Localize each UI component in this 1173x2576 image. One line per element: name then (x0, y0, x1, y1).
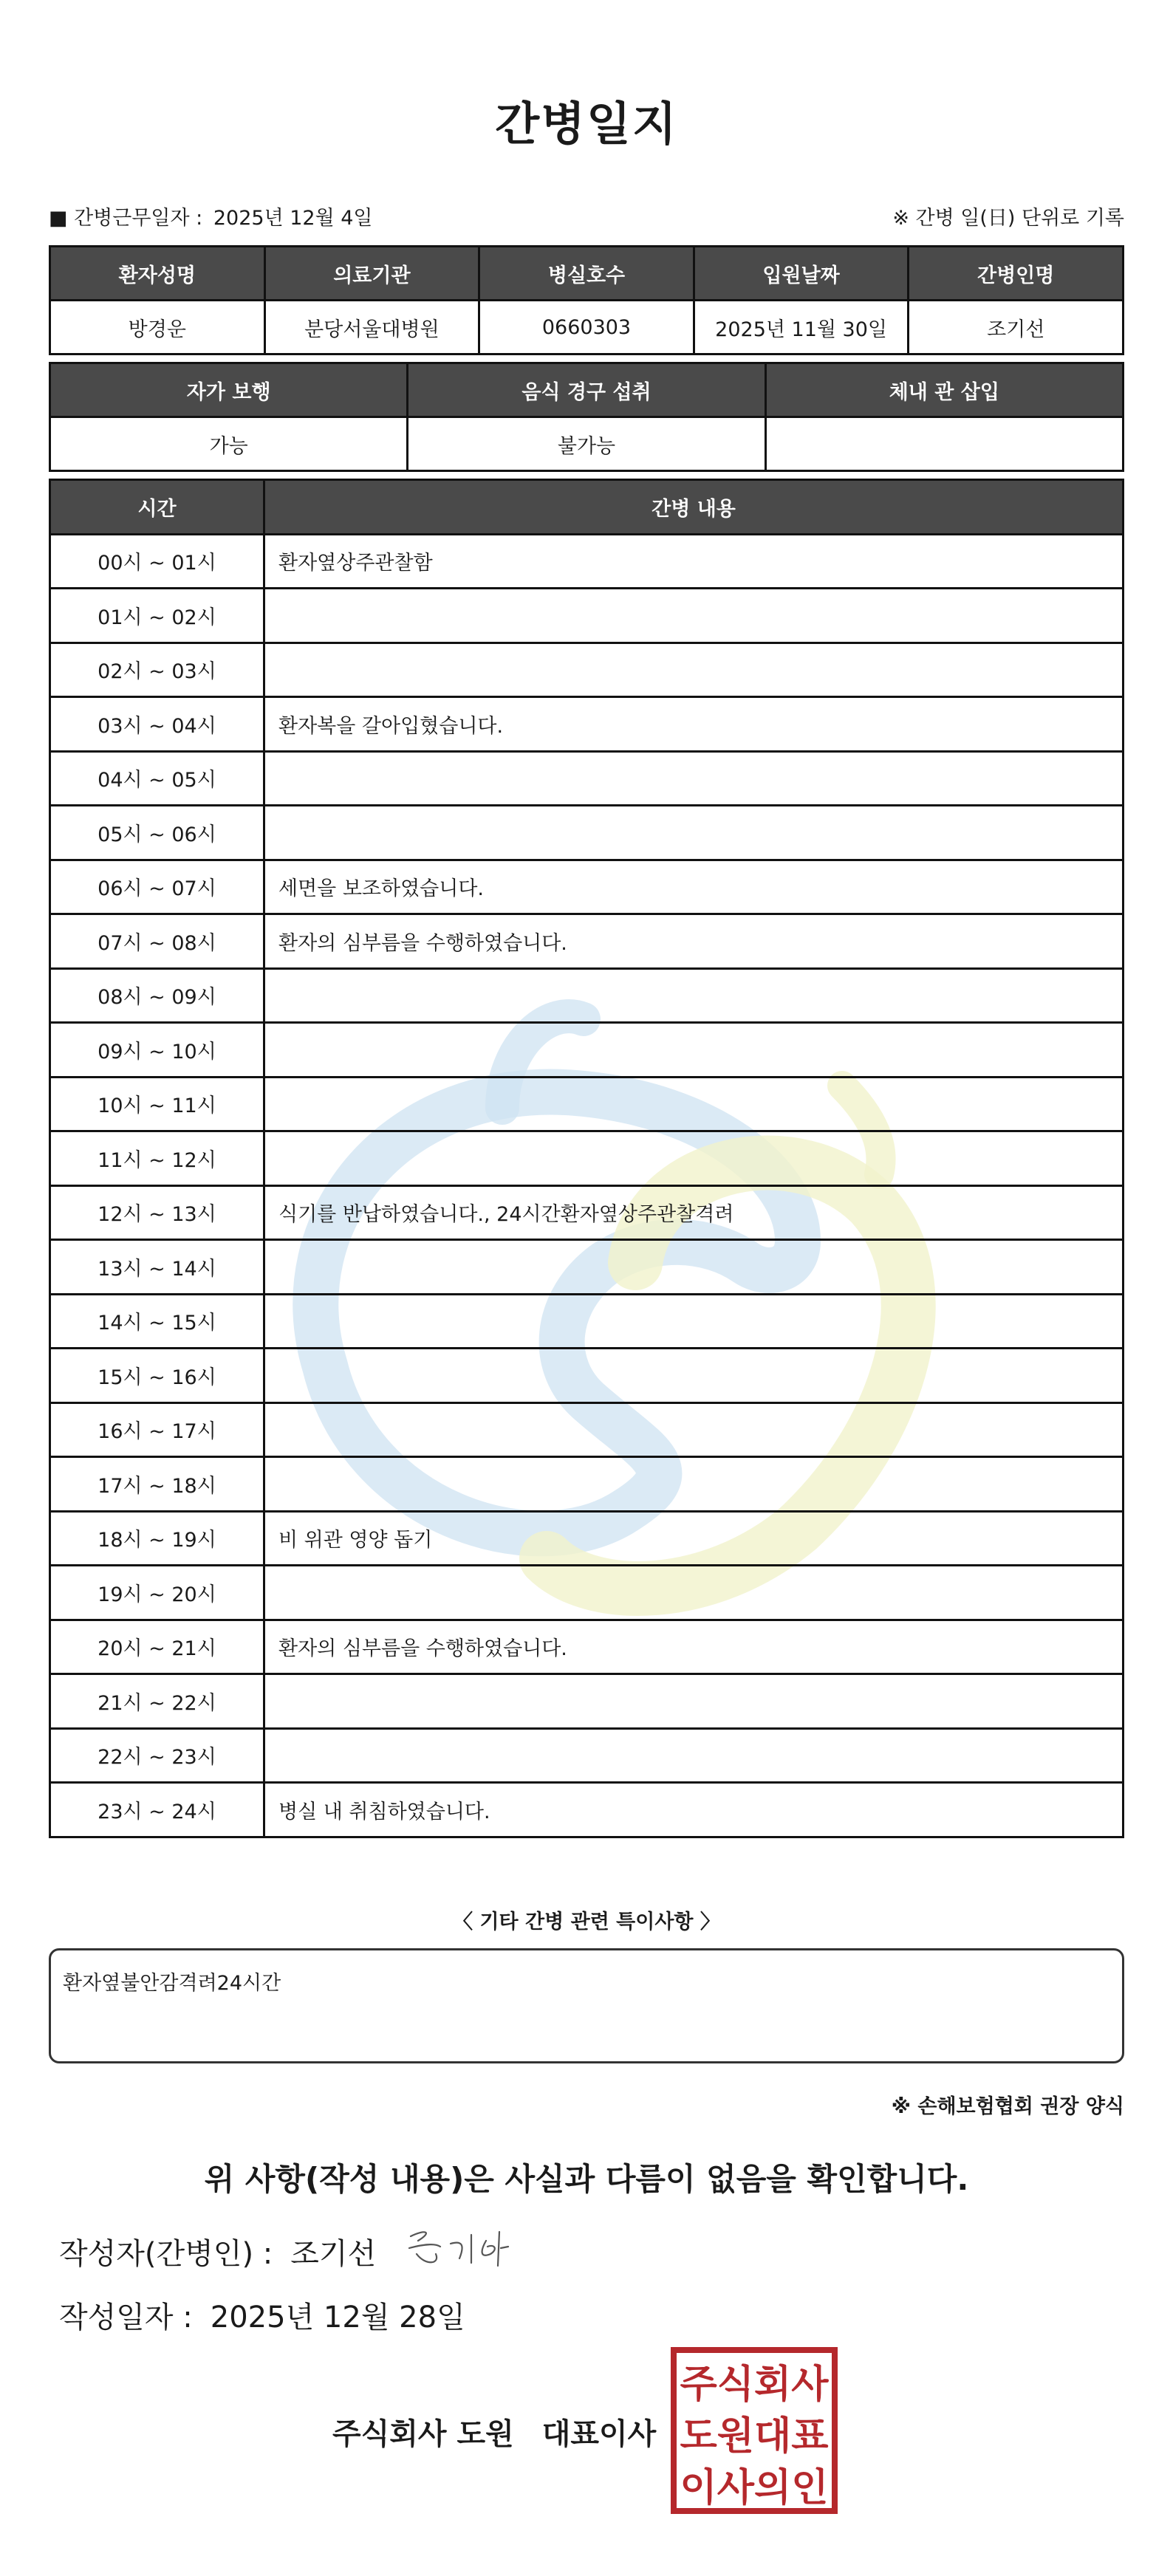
header-care-content: 간병 내용 (264, 480, 1124, 535)
svg-text:주식회사: 주식회사 (680, 2363, 829, 2407)
company-name: 주식회사 도원 (332, 2417, 514, 2451)
table-row (50, 968, 1124, 1023)
table-row (50, 1294, 1124, 1349)
company-signature (332, 2411, 674, 2453)
written-date-line (59, 2294, 465, 2336)
company-seal-icon (669, 2346, 839, 2515)
care-content (264, 968, 1124, 1023)
time-slot: 20시 ~ 21시 (50, 1620, 264, 1674)
time-slot: 06시 ~ 07시 (50, 860, 264, 914)
room-number: 0660303 (479, 301, 694, 354)
care-content (264, 1402, 1124, 1457)
time-slot: 18시 ~ 19시 (50, 1511, 264, 1566)
table-row (50, 1023, 1124, 1078)
care-content (264, 1674, 1124, 1729)
oral-intake-status: 불가능 (408, 417, 765, 471)
written-date-label: 작성일자 : (59, 2301, 193, 2334)
care-content (264, 1349, 1124, 1403)
author-line (59, 2230, 376, 2272)
table-row (50, 1620, 1124, 1674)
care-content (264, 1077, 1124, 1131)
time-slot: 00시 ~ 01시 (50, 534, 264, 589)
care-content (264, 1240, 1124, 1295)
recommend-note: ※ 손해보험협회 권장 양식 (891, 2095, 1124, 2118)
care-content (264, 1566, 1124, 1620)
header-caregiver-name: 간병인명 (909, 247, 1124, 301)
status-value-row (50, 417, 1124, 471)
table-row (50, 1566, 1124, 1620)
table-row (50, 589, 1124, 643)
patient-status-table (49, 362, 1124, 472)
time-slot: 10시 ~ 11시 (50, 1077, 264, 1131)
time-slot: 09시 ~ 10시 (50, 1023, 264, 1078)
care-content (264, 1294, 1124, 1349)
time-slot: 04시 ~ 05시 (50, 751, 264, 806)
caregiver-name: 조기선 (909, 301, 1124, 354)
time-slot: 11시 ~ 12시 (50, 1131, 264, 1186)
time-slot: 13시 ~ 14시 (50, 1240, 264, 1295)
care-content: 환자복을 갈아입혔습니다. (264, 697, 1124, 752)
care-content: 세면을 보조하였습니다. (264, 860, 1124, 914)
care-content (264, 1023, 1124, 1078)
time-slot: 08시 ~ 09시 (50, 968, 264, 1023)
table-row (50, 1077, 1124, 1131)
table-row (50, 697, 1124, 752)
header-oral-intake: 음식 경구 섭취 (408, 363, 765, 417)
extra-notes-title: 〈 기타 간병 관련 특이사항 〉 (453, 1911, 720, 1933)
time-slot: 17시 ~ 18시 (50, 1457, 264, 1512)
extra-notes-content: 환자옆불안감격려24시간 (63, 1972, 281, 1995)
header-admission-date: 입원날짜 (694, 247, 909, 301)
table-row (50, 534, 1124, 589)
unit-note: ※ 간병 일(日) 단위로 기록 (892, 206, 1124, 230)
svg-text:도원대표: 도원대표 (680, 2414, 829, 2459)
meta-row (49, 201, 1124, 230)
patient-name: 방경운 (50, 301, 265, 354)
care-content (264, 1131, 1124, 1186)
table-row (50, 1674, 1124, 1729)
table-row (50, 860, 1124, 914)
table-row (50, 806, 1124, 860)
care-content (264, 643, 1124, 697)
care-content: 비 위관 영양 돕기 (264, 1511, 1124, 1566)
care-content: 식기를 반납하였습니다., 24시간환자옆상주관찰격려 (264, 1185, 1124, 1240)
table-row (50, 1240, 1124, 1295)
written-date-value: 2025년 12월 28일 (210, 2301, 465, 2334)
extra-notes-box (49, 1948, 1124, 2063)
table-row (50, 1511, 1124, 1566)
company-representative-title: 대표이사 (541, 2417, 657, 2451)
header-hospital: 의료기관 (264, 247, 479, 301)
time-slot: 16시 ~ 17시 (50, 1402, 264, 1457)
table-row (50, 1783, 1124, 1837)
care-content: 환자의 심부름을 수행하였습니다. (264, 1620, 1124, 1674)
time-slot: 14시 ~ 15시 (50, 1294, 264, 1349)
table-row (50, 1457, 1124, 1512)
table-row (50, 1185, 1124, 1240)
header-tube-insertion: 체내 관 삽입 (765, 363, 1123, 417)
time-slot: 05시 ~ 06시 (50, 806, 264, 860)
patient-value-row (50, 301, 1124, 354)
care-content (264, 806, 1124, 860)
time-slot: 23시 ~ 24시 (50, 1783, 264, 1837)
care-content (264, 751, 1124, 806)
time-slot: 15시 ~ 16시 (50, 1349, 264, 1403)
table-row (50, 751, 1124, 806)
hospital-name: 분당서울대병원 (264, 301, 479, 354)
table-row (50, 914, 1124, 969)
handwritten-signature-icon (403, 2222, 521, 2281)
confirm-statement: 위 사항(작성 내용)은 사실과 다름이 없음을 확인합니다. (204, 2161, 969, 2197)
walking-status: 가능 (50, 417, 408, 471)
work-date-label: ■ 간병근무일자 : (49, 206, 203, 230)
table-row (50, 1402, 1124, 1457)
patient-info-table (49, 245, 1124, 355)
care-content: 환자옆상주관찰함 (264, 534, 1124, 589)
work-date (49, 202, 377, 230)
table-row (50, 1728, 1124, 1783)
time-slot: 01시 ~ 02시 (50, 589, 264, 643)
time-slot: 02시 ~ 03시 (50, 643, 264, 697)
time-slot: 22시 ~ 23시 (50, 1728, 264, 1783)
header-patient-name: 환자성명 (50, 247, 265, 301)
care-content: 환자의 심부름을 수행하였습니다. (264, 914, 1124, 969)
time-slot: 21시 ~ 22시 (50, 1674, 264, 1729)
svg-text:이사의인: 이사의인 (680, 2466, 829, 2510)
log-header-row (50, 480, 1124, 535)
work-date-value: 2025년 12월 4일 (213, 206, 373, 230)
care-content: 병실 내 취침하였습니다. (264, 1783, 1124, 1837)
patient-header-row (50, 247, 1124, 301)
header-room-number: 병실호수 (479, 247, 694, 301)
header-walking: 자가 보행 (50, 363, 408, 417)
table-row (50, 1131, 1124, 1186)
tube-insertion-status (765, 417, 1123, 471)
time-slot: 19시 ~ 20시 (50, 1566, 264, 1620)
care-content (264, 589, 1124, 643)
table-row (50, 643, 1124, 697)
time-slot: 03시 ~ 04시 (50, 697, 264, 752)
time-slot: 07시 ~ 08시 (50, 914, 264, 969)
header-time: 시간 (50, 480, 264, 535)
document-title: 간병일지 (495, 97, 678, 151)
status-header-row (50, 363, 1124, 417)
admission-date: 2025년 11월 30일 (694, 301, 909, 354)
author-label: 작성자(간병인) : (59, 2237, 273, 2271)
author-name: 조기선 (290, 2237, 377, 2271)
care-content (264, 1728, 1124, 1783)
care-log-table (49, 479, 1124, 1838)
time-slot: 12시 ~ 13시 (50, 1185, 264, 1240)
care-content (264, 1457, 1124, 1512)
table-row (50, 1349, 1124, 1403)
